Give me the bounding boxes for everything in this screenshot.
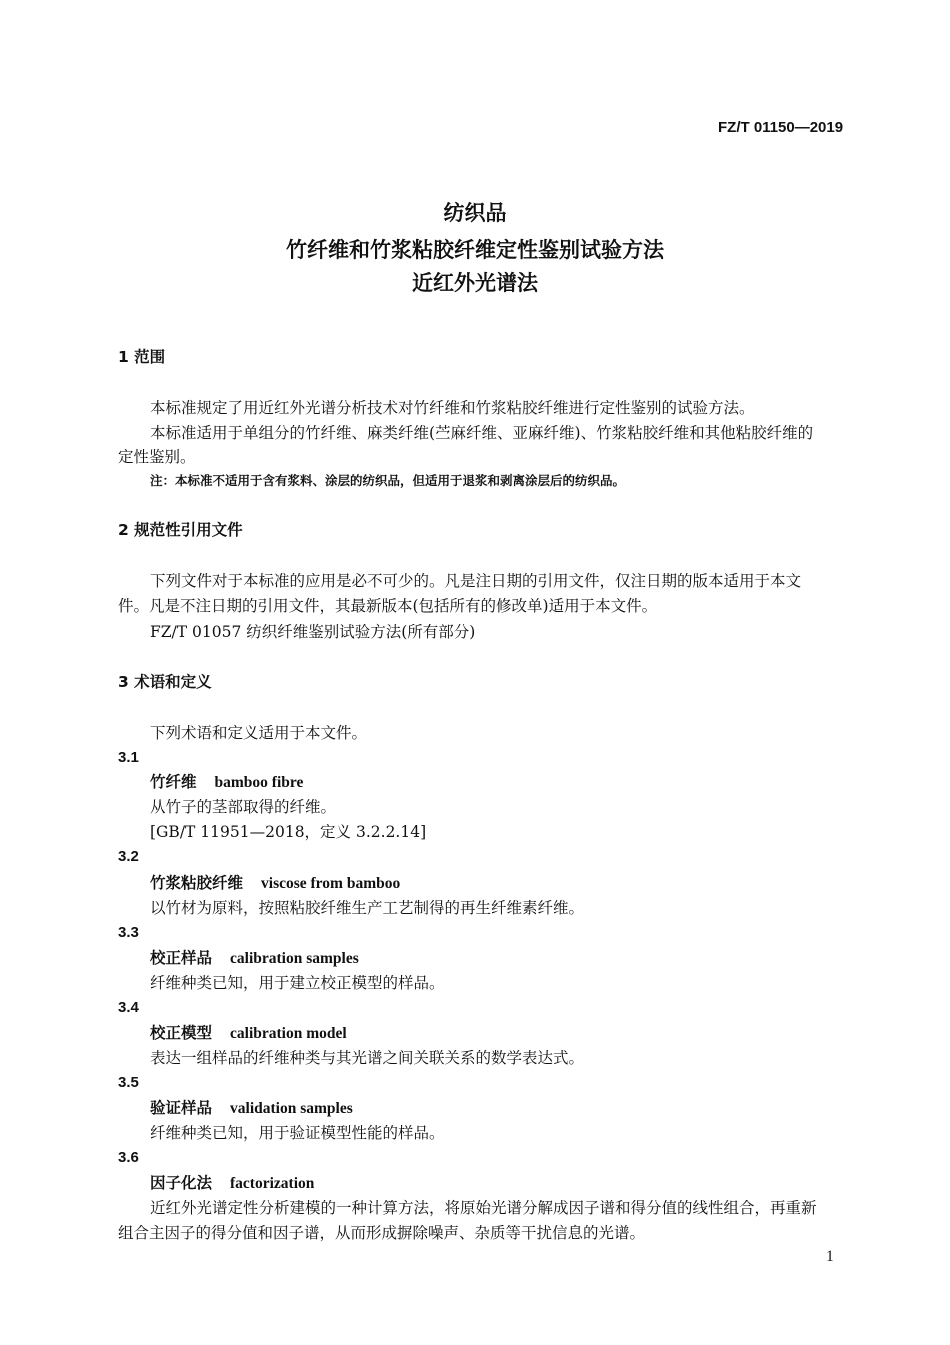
term-number: 3.2 [118, 848, 139, 865]
term-zh: 因子化法 [150, 1174, 213, 1192]
title-line-3: 近红外光谱法 [412, 271, 538, 295]
term-source: [GB/T 11951—2018，定义 3.2.2.14] [150, 823, 427, 841]
term-title [150, 1023, 347, 1044]
term-title [150, 772, 303, 793]
title-line-1: 纺织品 [443, 201, 507, 225]
term-title [150, 948, 359, 969]
section-1-heading: 1 范围 [118, 348, 166, 366]
paragraph: 件。凡是不注日期的引用文件，其最新版本(包括所有的修改单)适用于本文件。 [118, 597, 658, 615]
paragraph: 定性鉴别。 [118, 448, 196, 466]
term-definition: 表达一组样品的纤维种类与其光谱之间关联关系的数学表达式。 [150, 1049, 585, 1067]
term-zh: 校正样品 [150, 949, 213, 967]
title-line-2: 竹纤维和竹浆粘胶纤维定性鉴别试验方法 [286, 238, 664, 262]
term-definition: 以竹材为原料，按照粘胶纤维生产工艺制得的再生纤维素纤维。 [150, 899, 585, 917]
term-en: factorization [230, 1175, 315, 1192]
section-3-heading: 3 术语和定义 [118, 673, 212, 691]
term-zh: 校正模型 [150, 1024, 213, 1042]
note: 注：本标准不适用于含有浆料、涂层的纺织品，但适用于退浆和剥离涂层后的纺织品。 [150, 473, 626, 488]
term-number: 3.4 [118, 999, 139, 1016]
term-definition: 纤维种类已知，用于建立校正模型的样品。 [150, 974, 445, 992]
term-en: calibration samples [230, 950, 359, 967]
paragraph: 下列文件对于本标准的应用是必不可少的。凡是注日期的引用文件，仅注日期的版本适用于本文 [150, 572, 802, 590]
term-en: viscose from bamboo [261, 875, 401, 892]
term-number: 3.1 [118, 749, 139, 766]
paragraph: 下列术语和定义适用于本文件。 [150, 724, 368, 742]
term-definition: 纤维种类已知，用于验证模型性能的样品。 [150, 1124, 445, 1142]
term-en: validation samples [230, 1100, 353, 1117]
term-number: 3.6 [118, 1149, 139, 1166]
term-en: calibration model [230, 1025, 347, 1042]
term-definition: 从竹子的茎部取得的纤维。 [150, 798, 337, 816]
term-title [150, 1173, 314, 1194]
term-number: 3.5 [118, 1074, 139, 1091]
reference: FZ/T 01057 纺织纤维鉴别试验方法(所有部分) [150, 623, 476, 641]
term-definition: 组合主因子的得分值和因子谱，从而形成摒除噪声、杂质等干扰信息的光谱。 [118, 1224, 646, 1242]
page-number: 1 [826, 1248, 834, 1265]
paragraph: 本标准规定了用近红外光谱分析技术对竹纤维和竹浆粘胶纤维进行定性鉴别的试验方法。 [150, 399, 755, 417]
term-en: bamboo fibre [214, 774, 304, 791]
term-title [150, 873, 400, 894]
term-zh: 竹纤维 [150, 773, 197, 791]
term-definition: 近红外光谱定性分析建模的一种计算方法，将原始光谱分解成因子谱和得分值的线性组合，再重新 [150, 1199, 817, 1217]
paragraph: 本标准适用于单组分的竹纤维、麻类纤维(苎麻纤维、亚麻纤维)、竹浆粘胶纤维和其他粘胶纤维的 [150, 424, 814, 442]
term-number: 3.3 [118, 924, 139, 941]
standard-code: FZ/T 01150—2019 [718, 119, 844, 136]
section-2-heading: 2 规范性引用文件 [118, 521, 243, 539]
term-title [150, 1098, 353, 1119]
term-zh: 验证样品 [150, 1099, 213, 1117]
term-zh: 竹浆粘胶纤维 [150, 874, 244, 892]
